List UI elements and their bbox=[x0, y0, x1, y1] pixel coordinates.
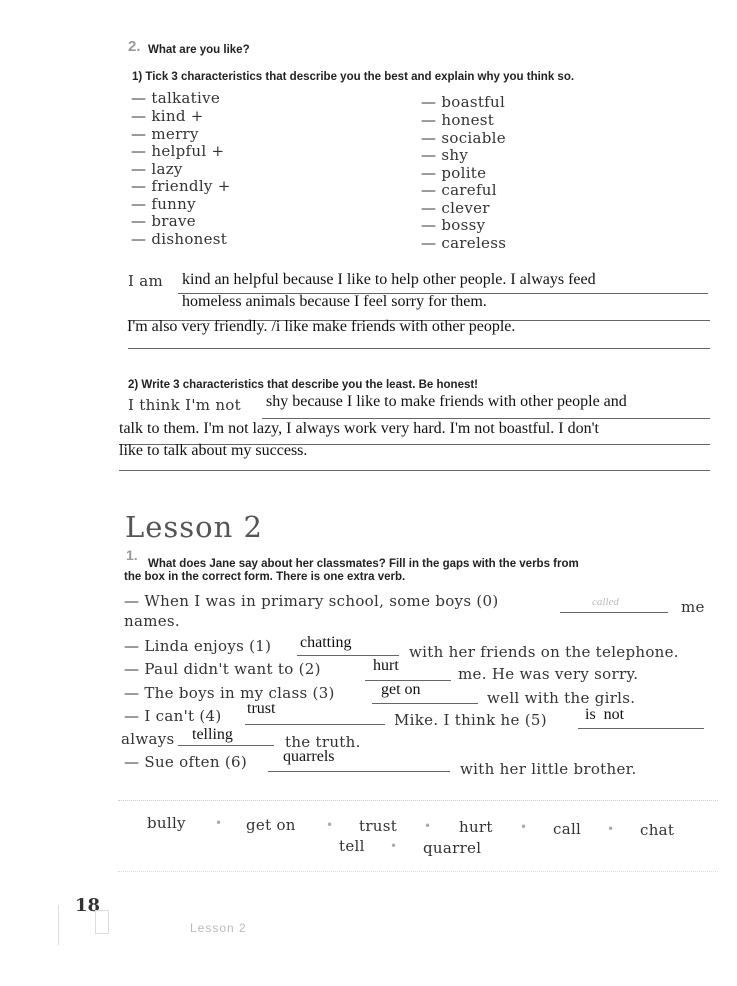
bullet-separator: • bbox=[520, 820, 528, 834]
list-item: — merry bbox=[131, 125, 199, 143]
bullet-separator: • bbox=[390, 839, 398, 853]
list-item: — brave bbox=[131, 212, 196, 230]
word-bully: bully bbox=[147, 814, 186, 832]
list-item: — funny bbox=[131, 195, 196, 213]
lesson-exercise-number: 1. bbox=[126, 547, 138, 563]
list-item: — dishonest bbox=[131, 230, 228, 248]
answer-3[interactable]: get on bbox=[381, 681, 421, 698]
sentence-2-end: me. He was very sorry. bbox=[458, 665, 639, 683]
exercise-number: 2. bbox=[128, 38, 141, 55]
running-title: Lesson 2 bbox=[190, 921, 247, 935]
sentence-6-end: with her little brother. bbox=[460, 760, 637, 778]
word-hurt: hurt bbox=[459, 818, 493, 836]
word-get-on: get on bbox=[246, 816, 296, 834]
list-item: — polite bbox=[421, 164, 487, 182]
word-box bbox=[118, 800, 718, 872]
answer-0: called bbox=[592, 596, 619, 608]
answer-2-prefix: I think I'm not bbox=[128, 396, 241, 414]
word-chat: chat bbox=[640, 821, 675, 839]
answer-1-line-2[interactable]: homeless animals because I feel sorry for them. bbox=[182, 293, 487, 310]
answer-1-line-3[interactable]: I'm also very friendly. /i like make friends with other people. bbox=[127, 318, 516, 335]
list-item: — boastful bbox=[421, 93, 506, 111]
word-call: call bbox=[553, 820, 582, 838]
list-item: — friendly + bbox=[131, 177, 231, 195]
sentence-3-end: well with the girls. bbox=[487, 689, 636, 707]
answer-2[interactable]: hurt bbox=[373, 657, 399, 674]
list-item: — kind + bbox=[131, 107, 204, 125]
list-item: — shy bbox=[421, 146, 469, 164]
answer-5b[interactable]: telling bbox=[192, 726, 233, 743]
answer-1-prefix: I am bbox=[128, 272, 164, 290]
list-item: — helpful + bbox=[131, 142, 225, 160]
bullet-separator: • bbox=[424, 819, 432, 833]
answer-2-line-1[interactable]: shy because I like to make friends with other people and bbox=[266, 393, 627, 410]
word-tell: tell bbox=[339, 837, 365, 855]
sentence-2: — Paul didn't want to (2) bbox=[124, 660, 321, 678]
list-item: — honest bbox=[421, 111, 495, 129]
task-2-instruction: 2) Write 3 characteristics that describe you the least. Be honest! bbox=[128, 379, 479, 391]
sentence-3: — The boys in my class (3) bbox=[124, 684, 335, 702]
task-1-instruction: 1) Tick 3 characteristics that describe you the best and explain why you think so. bbox=[132, 71, 575, 83]
answer-1-line-1[interactable]: kind an helpful because I like to help other people. I always feed bbox=[182, 271, 596, 288]
exercise-title: What are you like? bbox=[148, 44, 250, 56]
list-item: — careful bbox=[421, 181, 497, 199]
list-item: — lazy bbox=[131, 160, 183, 178]
word-trust: trust bbox=[359, 817, 398, 835]
list-item: — bossy bbox=[421, 216, 486, 234]
word-quarrel: quarrel bbox=[423, 839, 482, 857]
answer-2-line-2[interactable]: talk to them. I'm not lazy, I always work very hard. I'm not boastful. I don't bbox=[119, 420, 599, 437]
page-number: 18 bbox=[75, 895, 101, 916]
bullet-separator: • bbox=[607, 822, 615, 836]
list-item: — sociable bbox=[421, 129, 506, 147]
answer-1[interactable]: chatting bbox=[300, 634, 352, 651]
bullet-separator: • bbox=[215, 816, 223, 830]
list-item: — careless bbox=[421, 234, 507, 252]
sentence-0-end: me bbox=[681, 598, 705, 616]
sentence-4-end: Mike. I think he (5) bbox=[394, 711, 547, 729]
answer-5[interactable]: is not bbox=[585, 706, 625, 723]
list-item: — clever bbox=[421, 199, 490, 217]
sentence-5: always bbox=[121, 730, 175, 748]
sentence-1: — Linda enjoys (1) bbox=[124, 637, 272, 655]
answer-2-line-3[interactable]: like to talk about my success. bbox=[119, 442, 308, 459]
list-item: — talkative bbox=[131, 89, 221, 107]
sentence-0: — When I was in primary school, some boys (0) bbox=[124, 592, 499, 610]
sentence-6: — Sue often (6) bbox=[124, 753, 248, 771]
answer-6[interactable]: quarrels bbox=[283, 748, 335, 765]
lesson-instruction-1: What does Jane say about her classmates? Fill in the gaps with the verbs from bbox=[148, 558, 579, 570]
sentence-0-cont: names. bbox=[124, 612, 180, 630]
sentence-4: — I can't (4) bbox=[124, 707, 222, 725]
sentence-1-end: with her friends on the telephone. bbox=[409, 643, 679, 661]
sentence-5-end: the truth. bbox=[285, 733, 361, 751]
lesson-instruction-2: the box in the correct form. There is one extra verb. bbox=[124, 571, 406, 583]
bullet-separator: • bbox=[326, 818, 334, 832]
lesson-title: Lesson 2 bbox=[125, 510, 263, 544]
answer-4[interactable]: trust bbox=[247, 700, 276, 717]
